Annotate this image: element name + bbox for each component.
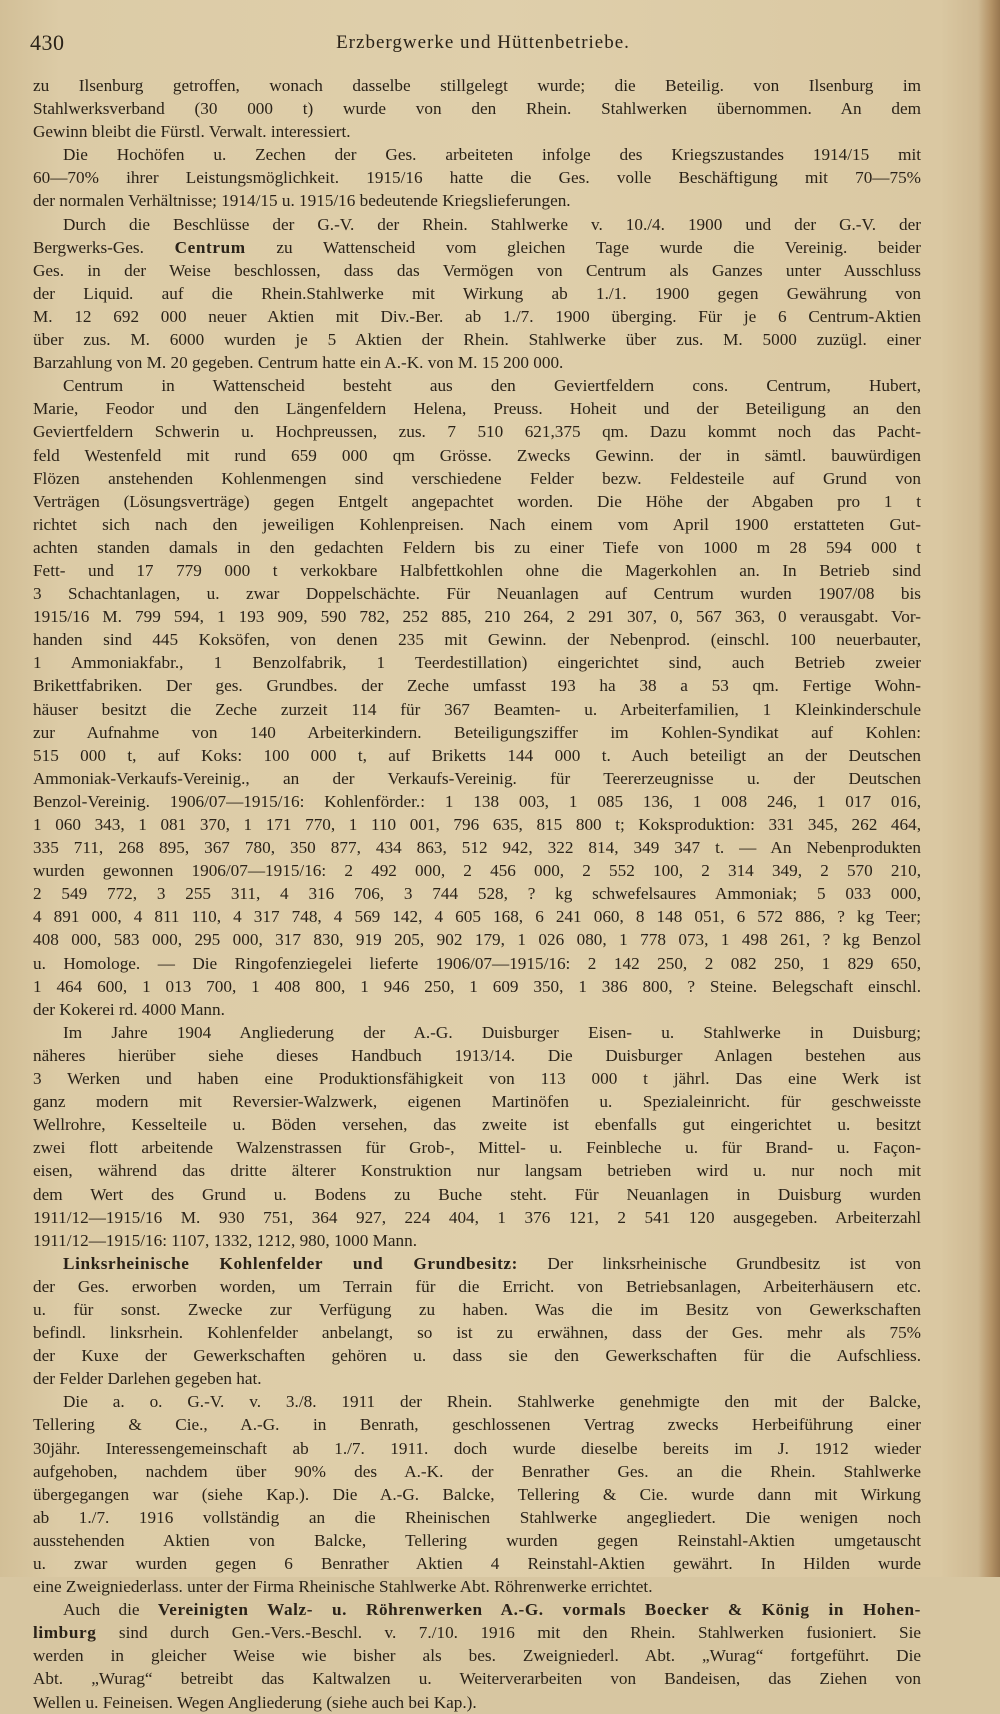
text-line: übergegangen war (siehe Kap.). Die A.-G. Balcke, Tellering & Cie. wurde dann mit Wirkung bbox=[33, 1484, 921, 1504]
text-line: eisen, während das dritte älterer Konstruktion nur langsam betrieben wird u. nur noch mit bbox=[33, 1161, 921, 1181]
text-line: aufgehoben, nachdem über 90% des A.-K. der Benrather Ges. an die Rhein. Stahlwerke bbox=[33, 1461, 921, 1481]
text-line: Wellrohre, Kesselteile u. Böden versehen, das zweite ist ebenfalls gut eingerichtet u. besitzt bbox=[33, 1115, 921, 1135]
text-line: 1 464 600, 1 013 700, 1 408 800, 1 946 250, 1 609 350, 1 386 800, ? Steine. Belegschaft einschl. bbox=[33, 976, 921, 996]
text-line: Ges. in der Weise beschlossen, dass das Vermögen von Centrum als Ganzes unter Ausschluss bbox=[33, 260, 921, 280]
text-line: 2 549 772, 3 255 311, 4 316 706, 3 744 528, ? kg schwefelsaures Ammoniak; 5 033 000, bbox=[33, 884, 921, 904]
text-line bbox=[33, 1621, 921, 1644]
text-line: Verträgen (Lösungsverträge) gegen Entgelt angepachtet worden. Die Höhe der Abgaben pro 1 t bbox=[33, 491, 921, 511]
text-line: Tellering & Cie., A.-G. in Benrath, geschlossenen Vertrag zwecks Herbeiführung einer bbox=[33, 1415, 921, 1435]
text-line: feld Westenfeld mit rund 659 000 qm Grösse. Zwecks Gewinn. der in sämtl. bauwürdigen bbox=[33, 445, 921, 465]
bold-term: Linksrheinische Kohlenfelder und Grundbesitz: bbox=[63, 1253, 518, 1273]
text-line: 4 891 000, 4 811 110, 4 317 748, 4 569 142, 4 605 168, 6 241 060, 8 148 051, 6 572 886, ? kg Teer; bbox=[33, 907, 921, 927]
text-line: 3 Schachtanlagen, u. zwar Doppelschächte. Für Neuanlagen auf Centrum wurden 1907/08 bis bbox=[33, 584, 921, 604]
text-line: Im Jahre 1904 Angliederung der A.-G. Duisburger Eisen- u. Stahlwerke in Duisburg; bbox=[63, 1022, 921, 1042]
text-line: der Felder Darlehen gegeben hat. bbox=[33, 1369, 262, 1389]
text-line: 1 Ammoniakfabr., 1 Benzolfabrik, 1 Teerdestillation) eingerichtet sind, auch Betrieb zweier bbox=[33, 653, 921, 673]
body-text bbox=[33, 74, 921, 1714]
text-line: 60—70% ihrer Leistungsmöglichkeit. 1915/16 hatte die Ges. volle Beschäftigung mit 70—75% bbox=[33, 168, 921, 188]
page-header bbox=[30, 30, 936, 60]
text-line: handen sind 445 Koksöfen, von denen 235 mit Gewinn. der Nebenprod. (einschl. 100 neuerbauter, bbox=[33, 630, 921, 650]
text-line: Stahlwerksverband (30 000 t) wurde von den Rhein. Stahlwerken übernommen. An dem bbox=[33, 99, 921, 119]
text-line: 1915/16 M. 799 594, 1 193 909, 590 782, 252 885, 210 264, 2 291 307, 0, 567 363, 0 verausgabt. Vor- bbox=[33, 607, 921, 627]
text-line: Geviertfeldern Schwerin u. Hochpreussen, zus. 7 510 621,375 qm. Dazu kommt noch das Pacht- bbox=[33, 422, 921, 442]
text-line: richtet sich nach den jeweiligen Kohlenpreisen. Nach einem vom April 1900 erstatteten Gut- bbox=[33, 514, 921, 534]
text-line: befindl. linksrhein. Kohlenfelder anbelangt, so ist zu erwähnen, dass der Ges. mehr als 75% bbox=[33, 1323, 921, 1343]
text-line: u. für sonst. Zwecke zur Verfügung zu haben. Was die im Besitz von Gewerkschaften bbox=[33, 1299, 921, 1319]
text-line: der Kuxe der Gewerkschaften gehören u. dass sie den Gewerkschaften für die Aufschliess. bbox=[33, 1346, 921, 1366]
page-edge-shadow bbox=[978, 0, 1000, 1577]
text-line: u. Homologe. — Die Ringofenziegelei lieferte 1906/07—1915/16: 2 142 250, 2 082 250, 1 829 650, bbox=[33, 953, 921, 973]
text-line: Marie, Feodor und den Längenfeldern Helena, Preuss. Hoheit und der Beteiligung an den bbox=[33, 399, 921, 419]
text-segment: Auch die bbox=[63, 1600, 158, 1620]
text-line: Benzol-Vereinig. 1906/07—1915/16: Kohlenförder.: 1 138 003, 1 085 136, 1 008 246, 1 017 016, bbox=[33, 791, 921, 811]
text-line: zu Ilsenburg getroffen, wonach dasselbe stillgelegt wurde; die Beteilig. von Ilsenburg im bbox=[33, 76, 921, 95]
text-line: der Ges. erworben worden, um Terrain für die Erricht. von Betriebsanlagen, Arbeiterhäusern etc. bbox=[33, 1276, 921, 1296]
text-line: Ammoniak-Verkaufs-Vereinig., an der Verkaufs-Vereinig. für Teererzeugnisse u. der Deutschen bbox=[33, 768, 921, 788]
text-line: Die Hochöfen u. Zechen der Ges. arbeiteten infolge des Kriegszustandes 1914/15 mit bbox=[63, 145, 921, 165]
text-line: u. zwar wurden gegen 6 Benrather Aktien 4 Reinstahl-Aktien gewährt. In Hilden wurde bbox=[33, 1554, 921, 1573]
text-line: 3 Werken und haben eine Produktionsfähigkeit von 113 000 t jährl. Das eine Werk ist bbox=[33, 1069, 921, 1089]
text-line: Fett- und 17 779 000 t verkokbare Halbfettkohlen ohne die Magerkohlen an. In Betrieb sind bbox=[33, 560, 921, 580]
text-line: Abt. „Wurag“ betreibt das Kaltwalzen u. Weiterverarbeiten von Bandeisen, das Ziehen von bbox=[33, 1669, 921, 1689]
text-line: der Liquid. auf die Rhein.Stahlwerke mit Wirkung ab 1./1. 1900 gegen Gewährung von bbox=[33, 283, 921, 303]
text-line: 1911/12—1915/16: 1107, 1332, 1212, 980, 1000 Mann. bbox=[33, 1230, 418, 1250]
text-line: wurden gewonnen 1906/07—1915/16: 2 492 000, 2 456 000, 2 552 100, 2 314 349, 2 570 210, bbox=[33, 861, 921, 881]
text-line: zur Aufnahme von 140 Arbeiterkindern. Beteiligungsziffer im Kohlen-Syndikat auf Kohlen: bbox=[33, 722, 921, 742]
text-line: M. 12 692 000 neuer Aktien mit Div.-Ber. ab 1./7. 1900 überging. Für je 6 Centrum-Aktien bbox=[33, 306, 921, 326]
text-segment: Der linksrheinische Grundbesitz ist von bbox=[517, 1253, 922, 1273]
text-line: über zus. M. 6000 wurden je 5 Aktien der Rhein. Stahlwerke über zus. M. 5000 zuzügl. einer bbox=[33, 330, 921, 350]
text-line: Durch die Beschlüsse der G.-V. der Rhein. Stahlwerke v. 10./4. 1900 und der G.-V. der bbox=[63, 214, 921, 234]
bold-term: limburg bbox=[33, 1623, 97, 1643]
text-line: Centrum in Wattenscheid besteht aus den Geviertfeldern cons. Centrum, Hubert, bbox=[63, 376, 921, 396]
text-line: 30jähr. Interessengemeinschaft ab 1./7. 1911. doch wurde dieselbe bereits im J. 1912 wieder bbox=[33, 1438, 921, 1458]
bold-term: Centrum bbox=[174, 237, 246, 257]
text-line: 515 000 t, auf Koks: 100 000 t, auf Briketts 144 000 t. Auch beteiligt an der Deutschen bbox=[33, 745, 921, 765]
text-line bbox=[33, 236, 921, 259]
text-line: Die a. o. G.-V. v. 3./8. 1911 der Rhein. Stahlwerke genehmigte den mit der Balcke, bbox=[63, 1392, 921, 1412]
text-line: näheres hierüber siehe dieses Handbuch 1913/14. Die Duisburger Anlagen bestehen aus bbox=[33, 1045, 921, 1065]
text-segment: zu Wattenscheid vom gleichen Tage wurde die Vereinig. beider bbox=[245, 237, 921, 257]
text-line: ab 1./7. 1916 vollständig an die Rheinischen Stahlwerke angegliedert. Die wenigen noch bbox=[33, 1507, 921, 1527]
text-line: dem Wert des Grund u. Bodens zu Buche steht. Für Neuanlagen in Duisburg wurden bbox=[33, 1184, 921, 1204]
text-segment: sind durch Gen.-Vers.-Beschl. v. 7./10. 1916 mit den Rhein. Stahlwerken fusioniert. Sie bbox=[96, 1623, 921, 1643]
text-line: 1911/12—1915/16 M. 930 751, 364 927, 224 404, 1 376 121, 2 541 120 ausgegeben. Arbeiterzahl bbox=[33, 1207, 921, 1227]
text-line: häuser besitzt die Zeche zurzeit 114 für 367 Beamten- u. Arbeiterfamilien, 1 Kleinkinderschule bbox=[33, 699, 921, 719]
text-line: Wellen u. Feineisen. Wegen Angliederung (siehe auch bei Kap.). bbox=[33, 1692, 477, 1712]
text-line: Flözen anstehenden Kohlenmengen sind verschiedene Felder bezw. Feldesteile auf Grund von bbox=[33, 468, 921, 488]
text-line: 335 711, 268 895, 367 780, 350 877, 434 863, 512 942, 322 814, 349 347 t. — An Nebenprodukten bbox=[33, 838, 921, 858]
text-line: 408 000, 583 000, 295 000, 317 830, 919 205, 902 179, 1 026 080, 1 778 073, 1 498 261, ? kg Benzol bbox=[33, 930, 921, 950]
text-line: achten standen damals in den gedachten Feldern bis zu einer Tiefe von 1000 m 28 594 000 t bbox=[33, 537, 921, 557]
text-segment: Bergwerks-Ges. bbox=[33, 237, 175, 257]
text-line: Barzahlung von M. 20 gegeben. Centrum hatte ein A.-K. von M. 15 200 000. bbox=[33, 353, 564, 373]
bold-term: Vereinigten Walz- u. Röhrenwerken A.-G. vormals Boecker & König in Hohen- bbox=[157, 1600, 922, 1620]
running-title: Erzbergwerke und Hüttenbetriebe. bbox=[336, 32, 630, 53]
text-line: zwei flott arbeitende Walzenstrassen für Grob-, Mittel- u. Feinbleche u. für Brand- u. Façon- bbox=[33, 1138, 921, 1158]
page-number: 430 bbox=[30, 30, 65, 55]
text-line bbox=[33, 1598, 921, 1621]
text-line: werden in gleicher Weise wie bisher als bes. Zweigniederl. Abt. „Wurag“ fortgeführt. Die bbox=[33, 1646, 921, 1666]
text-line: der Kokerei rd. 4000 Mann. bbox=[33, 999, 225, 1019]
text-line: ganz modern mit Reversier-Walzwerk, eigenen Martinöfen u. Spezialeinricht. für geschweisste bbox=[33, 1092, 921, 1112]
text-line: Gewinn bleibt die Fürstl. Verwalt. interessiert. bbox=[33, 122, 351, 142]
text-line bbox=[33, 1252, 921, 1275]
text-line: ausstehenden Aktien von Balcke, Tellering wurden gegen Reinstahl-Aktien umgetauscht bbox=[33, 1530, 921, 1550]
text-line: Brikettfabriken. Der ges. Grundbes. der Zeche umfasst 193 ha 38 a 53 qm. Fertige Wohn- bbox=[33, 676, 921, 696]
text-line: der normalen Verhältnisse; 1914/15 u. 1915/16 bedeutende Kriegslieferungen. bbox=[33, 191, 571, 211]
text-line: eine Zweigniederlass. unter der Firma Rheinische Stahlwerke Abt. Röhrenwerke errichtet. bbox=[33, 1577, 653, 1597]
text-line: 1 060 343, 1 081 370, 1 171 770, 1 110 001, 796 635, 815 800 t; Koksproduktion: 331 345, 262 464, bbox=[33, 815, 921, 834]
